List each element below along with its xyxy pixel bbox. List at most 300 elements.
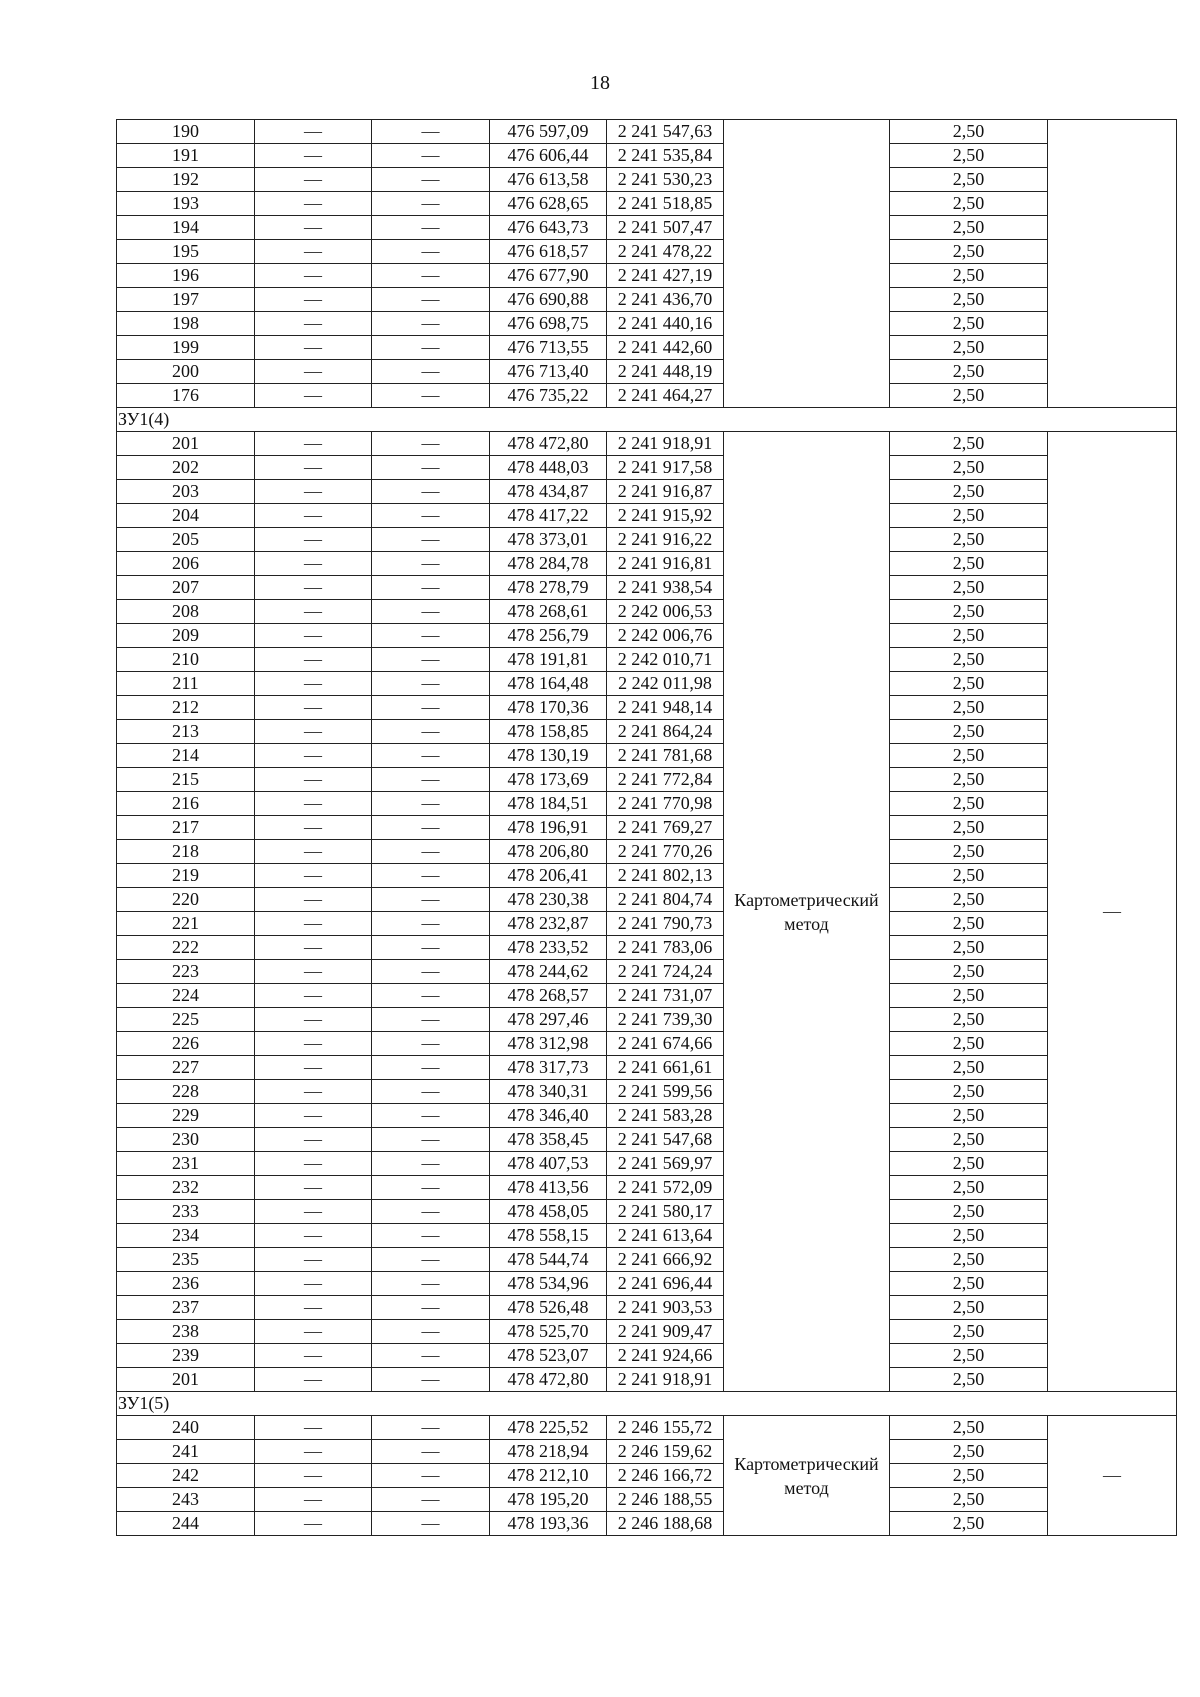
x-coordinate-cell: 478 193,36 [490, 1512, 607, 1536]
point-number-cell: 222 [117, 936, 255, 960]
x-coordinate-cell: 478 230,38 [490, 888, 607, 912]
accuracy-cell: 2,50 [890, 384, 1048, 408]
table-row [117, 1128, 1177, 1152]
old-x-cell: — [255, 1224, 372, 1248]
old-y-cell: — [372, 144, 490, 168]
y-coordinate-cell: 2 241 915,92 [607, 504, 724, 528]
old-x-cell: — [255, 1128, 372, 1152]
old-x-cell: — [255, 888, 372, 912]
old-y-cell: — [372, 1176, 490, 1200]
table-row [117, 384, 1177, 408]
x-coordinate-cell: 478 297,46 [490, 1008, 607, 1032]
y-coordinate-cell: 2 241 948,14 [607, 696, 724, 720]
x-coordinate-cell: 478 158,85 [490, 720, 607, 744]
y-coordinate-cell: 2 241 666,92 [607, 1248, 724, 1272]
old-x-cell: — [255, 1344, 372, 1368]
accuracy-cell: 2,50 [890, 1128, 1048, 1152]
table-row [117, 552, 1177, 576]
old-y-cell: — [372, 1512, 490, 1536]
accuracy-cell: 2,50 [890, 1416, 1048, 1440]
point-number-cell: 200 [117, 360, 255, 384]
old-y-cell: — [372, 1296, 490, 1320]
x-coordinate-cell: 476 690,88 [490, 288, 607, 312]
y-coordinate-cell: 2 241 772,84 [607, 768, 724, 792]
old-x-cell: — [255, 1152, 372, 1176]
x-coordinate-cell: 476 713,55 [490, 336, 607, 360]
accuracy-cell: 2,50 [890, 1176, 1048, 1200]
x-coordinate-cell: 478 173,69 [490, 768, 607, 792]
accuracy-cell: 2,50 [890, 768, 1048, 792]
old-y-cell: — [372, 1080, 490, 1104]
old-y-cell: — [372, 1248, 490, 1272]
x-coordinate-cell: 478 244,62 [490, 960, 607, 984]
accuracy-cell: 2,50 [890, 792, 1048, 816]
x-coordinate-cell: 478 232,87 [490, 912, 607, 936]
x-coordinate-cell: 476 643,73 [490, 216, 607, 240]
x-coordinate-cell: 478 413,56 [490, 1176, 607, 1200]
point-number-cell: 238 [117, 1320, 255, 1344]
old-y-cell: — [372, 1104, 490, 1128]
table-row [117, 864, 1177, 888]
old-x-cell: — [255, 432, 372, 456]
y-coordinate-cell: 2 241 917,58 [607, 456, 724, 480]
accuracy-cell: 2,50 [890, 1512, 1048, 1536]
old-x-cell: — [255, 696, 372, 720]
table-row [117, 768, 1177, 792]
point-number-cell: 197 [117, 288, 255, 312]
accuracy-cell: 2,50 [890, 552, 1048, 576]
x-coordinate-cell: 478 346,40 [490, 1104, 607, 1128]
point-number-cell: 212 [117, 696, 255, 720]
old-y-cell: — [372, 768, 490, 792]
x-coordinate-cell: 476 597,09 [490, 120, 607, 144]
y-coordinate-cell: 2 241 918,91 [607, 432, 724, 456]
old-x-cell: — [255, 600, 372, 624]
old-y-cell: — [372, 984, 490, 1008]
y-coordinate-cell: 2 241 781,68 [607, 744, 724, 768]
old-y-cell: — [372, 1488, 490, 1512]
old-x-cell: — [255, 456, 372, 480]
old-x-cell: — [255, 1296, 372, 1320]
old-y-cell: — [372, 1464, 490, 1488]
old-y-cell: — [372, 528, 490, 552]
point-number-cell: 236 [117, 1272, 255, 1296]
accuracy-cell: 2,50 [890, 1200, 1048, 1224]
x-coordinate-cell: 478 340,31 [490, 1080, 607, 1104]
y-coordinate-cell: 2 241 770,26 [607, 840, 724, 864]
old-x-cell: — [255, 192, 372, 216]
old-y-cell: — [372, 648, 490, 672]
x-coordinate-cell: 478 526,48 [490, 1296, 607, 1320]
point-number-cell: 194 [117, 216, 255, 240]
y-coordinate-cell: 2 241 804,74 [607, 888, 724, 912]
table-row [117, 624, 1177, 648]
x-coordinate-cell: 478 544,74 [490, 1248, 607, 1272]
table-row [117, 1296, 1177, 1320]
old-y-cell: — [372, 264, 490, 288]
table-row [117, 648, 1177, 672]
old-x-cell: — [255, 1464, 372, 1488]
point-number-cell: 190 [117, 120, 255, 144]
point-number-cell: 214 [117, 744, 255, 768]
old-y-cell: — [372, 672, 490, 696]
point-number-cell: 240 [117, 1416, 255, 1440]
point-number-cell: 229 [117, 1104, 255, 1128]
old-y-cell: — [372, 1200, 490, 1224]
old-y-cell: — [372, 336, 490, 360]
old-y-cell: — [372, 1032, 490, 1056]
table-row [117, 744, 1177, 768]
x-coordinate-cell: 478 195,20 [490, 1488, 607, 1512]
x-coordinate-cell: 478 233,52 [490, 936, 607, 960]
point-number-cell: 225 [117, 1008, 255, 1032]
x-coordinate-cell: 476 735,22 [490, 384, 607, 408]
old-y-cell: — [372, 864, 490, 888]
x-coordinate-cell: 478 268,61 [490, 600, 607, 624]
old-y-cell: — [372, 840, 490, 864]
accuracy-cell: 2,50 [890, 744, 1048, 768]
accuracy-cell: 2,50 [890, 1032, 1048, 1056]
x-coordinate-cell: 476 628,65 [490, 192, 607, 216]
old-x-cell: — [255, 480, 372, 504]
y-coordinate-cell: 2 242 011,98 [607, 672, 724, 696]
x-coordinate-cell: 478 417,22 [490, 504, 607, 528]
coordinates-table [116, 119, 1177, 1536]
old-x-cell: — [255, 288, 372, 312]
point-number-cell: 228 [117, 1080, 255, 1104]
table-row [117, 936, 1177, 960]
old-x-cell: — [255, 264, 372, 288]
coordinates-table-body [117, 120, 1177, 1536]
accuracy-cell: 2,50 [890, 1008, 1048, 1032]
accuracy-cell: 2,50 [890, 336, 1048, 360]
old-y-cell: — [372, 1272, 490, 1296]
old-x-cell: — [255, 720, 372, 744]
accuracy-cell: 2,50 [890, 1368, 1048, 1392]
y-coordinate-cell: 2 241 770,98 [607, 792, 724, 816]
point-number-cell: 199 [117, 336, 255, 360]
old-x-cell: — [255, 360, 372, 384]
x-coordinate-cell: 476 698,75 [490, 312, 607, 336]
x-coordinate-cell: 478 558,15 [490, 1224, 607, 1248]
x-coordinate-cell: 476 613,58 [490, 168, 607, 192]
y-coordinate-cell: 2 241 769,27 [607, 816, 724, 840]
table-row [117, 696, 1177, 720]
y-coordinate-cell: 2 246 155,72 [607, 1416, 724, 1440]
table-row [117, 1440, 1177, 1464]
old-x-cell: — [255, 1272, 372, 1296]
accuracy-cell: 2,50 [890, 984, 1048, 1008]
accuracy-cell: 2,50 [890, 480, 1048, 504]
old-y-cell: — [372, 552, 490, 576]
y-coordinate-cell: 2 241 790,73 [607, 912, 724, 936]
y-coordinate-cell: 2 246 188,55 [607, 1488, 724, 1512]
accuracy-cell: 2,50 [890, 1224, 1048, 1248]
old-x-cell: — [255, 816, 372, 840]
accuracy-cell: 2,50 [890, 120, 1048, 144]
table-row [117, 792, 1177, 816]
table-row [117, 984, 1177, 1008]
old-y-cell: — [372, 288, 490, 312]
table-row [117, 288, 1177, 312]
old-x-cell: — [255, 144, 372, 168]
method-cell [724, 120, 890, 408]
old-y-cell: — [372, 1416, 490, 1440]
point-number-cell: 223 [117, 960, 255, 984]
y-coordinate-cell: 2 241 583,28 [607, 1104, 724, 1128]
old-y-cell: — [372, 120, 490, 144]
table-row [117, 1320, 1177, 1344]
y-coordinate-cell: 2 241 440,16 [607, 312, 724, 336]
accuracy-cell: 2,50 [890, 1080, 1048, 1104]
table-row [117, 1152, 1177, 1176]
point-number-cell: 203 [117, 480, 255, 504]
y-coordinate-cell: 2 241 507,47 [607, 216, 724, 240]
table-row [117, 1464, 1177, 1488]
x-coordinate-cell: 478 312,98 [490, 1032, 607, 1056]
y-coordinate-cell: 2 241 674,66 [607, 1032, 724, 1056]
accuracy-cell: 2,50 [890, 696, 1048, 720]
x-coordinate-cell: 478 534,96 [490, 1272, 607, 1296]
y-coordinate-cell: 2 241 547,68 [607, 1128, 724, 1152]
accuracy-cell: 2,50 [890, 1296, 1048, 1320]
old-x-cell: — [255, 1488, 372, 1512]
x-coordinate-cell: 478 358,45 [490, 1128, 607, 1152]
y-coordinate-cell: 2 241 535,84 [607, 144, 724, 168]
y-coordinate-cell: 2 241 696,44 [607, 1272, 724, 1296]
table-row [117, 1512, 1177, 1536]
old-y-cell: — [372, 744, 490, 768]
accuracy-cell: 2,50 [890, 456, 1048, 480]
point-number-cell: 242 [117, 1464, 255, 1488]
y-coordinate-cell: 2 241 569,97 [607, 1152, 724, 1176]
old-x-cell: — [255, 1032, 372, 1056]
x-coordinate-cell: 478 472,80 [490, 1368, 607, 1392]
table-row [117, 336, 1177, 360]
old-x-cell: — [255, 336, 372, 360]
point-number-cell: 192 [117, 168, 255, 192]
y-coordinate-cell: 2 241 739,30 [607, 1008, 724, 1032]
old-x-cell: — [255, 1320, 372, 1344]
old-y-cell: — [372, 456, 490, 480]
point-number-cell: 224 [117, 984, 255, 1008]
page-number: 18 [590, 72, 610, 94]
old-x-cell: — [255, 1416, 372, 1440]
x-coordinate-cell: 478 191,81 [490, 648, 607, 672]
old-x-cell: — [255, 1008, 372, 1032]
y-coordinate-cell: 2 241 938,54 [607, 576, 724, 600]
old-x-cell: — [255, 1056, 372, 1080]
accuracy-cell: 2,50 [890, 1056, 1048, 1080]
old-y-cell: — [372, 192, 490, 216]
point-number-cell: 243 [117, 1488, 255, 1512]
accuracy-cell: 2,50 [890, 264, 1048, 288]
table-row [117, 192, 1177, 216]
section-label: ЗУ1(4) [117, 408, 1177, 432]
point-number-cell: 219 [117, 864, 255, 888]
x-coordinate-cell: 478 525,70 [490, 1320, 607, 1344]
y-coordinate-cell: 2 241 547,63 [607, 120, 724, 144]
old-y-cell: — [372, 480, 490, 504]
point-number-cell: 226 [117, 1032, 255, 1056]
accuracy-cell: 2,50 [890, 840, 1048, 864]
point-number-cell: 211 [117, 672, 255, 696]
table-row [117, 1056, 1177, 1080]
y-coordinate-cell: 2 241 464,27 [607, 384, 724, 408]
accuracy-cell: 2,50 [890, 960, 1048, 984]
table-row [117, 1080, 1177, 1104]
point-number-cell: 209 [117, 624, 255, 648]
x-coordinate-cell: 478 130,19 [490, 744, 607, 768]
old-y-cell: — [372, 360, 490, 384]
old-x-cell: — [255, 792, 372, 816]
accuracy-cell: 2,50 [890, 312, 1048, 336]
y-coordinate-cell: 2 241 903,53 [607, 1296, 724, 1320]
x-coordinate-cell: 478 448,03 [490, 456, 607, 480]
old-x-cell: — [255, 120, 372, 144]
old-x-cell: — [255, 864, 372, 888]
accuracy-cell: 2,50 [890, 912, 1048, 936]
accuracy-cell: 2,50 [890, 1440, 1048, 1464]
y-coordinate-cell: 2 241 427,19 [607, 264, 724, 288]
table-row [117, 456, 1177, 480]
point-number-cell: 217 [117, 816, 255, 840]
old-y-cell: — [372, 888, 490, 912]
accuracy-cell: 2,50 [890, 720, 1048, 744]
old-x-cell: — [255, 1176, 372, 1200]
x-coordinate-cell: 478 196,91 [490, 816, 607, 840]
point-number-cell: 210 [117, 648, 255, 672]
accuracy-cell: 2,50 [890, 1488, 1048, 1512]
accuracy-cell: 2,50 [890, 528, 1048, 552]
accuracy-cell: 2,50 [890, 936, 1048, 960]
section-label: ЗУ1(5) [117, 1392, 1177, 1416]
x-coordinate-cell: 478 170,36 [490, 696, 607, 720]
y-coordinate-cell: 2 241 783,06 [607, 936, 724, 960]
old-x-cell: — [255, 1512, 372, 1536]
old-x-cell: — [255, 744, 372, 768]
old-y-cell: — [372, 576, 490, 600]
point-number-cell: 201 [117, 1368, 255, 1392]
y-coordinate-cell: 2 241 916,87 [607, 480, 724, 504]
y-coordinate-cell: 2 241 924,66 [607, 1344, 724, 1368]
point-number-cell: 215 [117, 768, 255, 792]
accuracy-cell: 2,50 [890, 864, 1048, 888]
old-y-cell: — [372, 936, 490, 960]
table-row [117, 1008, 1177, 1032]
section-header-row [117, 408, 1177, 432]
point-number-cell: 198 [117, 312, 255, 336]
table-row [117, 144, 1177, 168]
old-y-cell: — [372, 504, 490, 528]
accuracy-cell: 2,50 [890, 600, 1048, 624]
point-number-cell: 233 [117, 1200, 255, 1224]
x-coordinate-cell: 478 164,48 [490, 672, 607, 696]
table-row [117, 504, 1177, 528]
accuracy-cell: 2,50 [890, 216, 1048, 240]
old-y-cell: — [372, 960, 490, 984]
accuracy-cell: 2,50 [890, 888, 1048, 912]
table-row [117, 840, 1177, 864]
accuracy-cell: 2,50 [890, 1464, 1048, 1488]
old-x-cell: — [255, 552, 372, 576]
table-row [117, 216, 1177, 240]
old-x-cell: — [255, 1200, 372, 1224]
point-number-cell: 227 [117, 1056, 255, 1080]
table-row [117, 1272, 1177, 1296]
y-coordinate-cell: 2 241 530,23 [607, 168, 724, 192]
y-coordinate-cell: 2 241 731,07 [607, 984, 724, 1008]
x-coordinate-cell: 478 523,07 [490, 1344, 607, 1368]
x-coordinate-cell: 478 256,79 [490, 624, 607, 648]
accuracy-cell: 2,50 [890, 144, 1048, 168]
y-coordinate-cell: 2 241 724,24 [607, 960, 724, 984]
point-number-cell: 234 [117, 1224, 255, 1248]
old-y-cell: — [372, 1368, 490, 1392]
point-number-cell: 206 [117, 552, 255, 576]
old-y-cell: — [372, 816, 490, 840]
y-coordinate-cell: 2 246 159,62 [607, 1440, 724, 1464]
y-coordinate-cell: 2 241 613,64 [607, 1224, 724, 1248]
old-y-cell: — [372, 912, 490, 936]
y-coordinate-cell: 2 241 661,61 [607, 1056, 724, 1080]
x-coordinate-cell: 478 407,53 [490, 1152, 607, 1176]
point-number-cell: 191 [117, 144, 255, 168]
table-row [117, 1344, 1177, 1368]
old-x-cell: — [255, 840, 372, 864]
x-coordinate-cell: 478 434,87 [490, 480, 607, 504]
old-y-cell: — [372, 312, 490, 336]
accuracy-cell: 2,50 [890, 576, 1048, 600]
old-x-cell: — [255, 504, 372, 528]
y-coordinate-cell: 2 242 010,71 [607, 648, 724, 672]
extra-cell: — [1048, 1416, 1177, 1536]
old-x-cell: — [255, 1368, 372, 1392]
y-coordinate-cell: 2 241 916,22 [607, 528, 724, 552]
y-coordinate-cell: 2 241 448,19 [607, 360, 724, 384]
accuracy-cell: 2,50 [890, 432, 1048, 456]
x-coordinate-cell: 478 218,94 [490, 1440, 607, 1464]
table-row [117, 1032, 1177, 1056]
point-number-cell: 204 [117, 504, 255, 528]
point-number-cell: 196 [117, 264, 255, 288]
y-coordinate-cell: 2 241 518,85 [607, 192, 724, 216]
point-number-cell: 237 [117, 1296, 255, 1320]
y-coordinate-cell: 2 242 006,53 [607, 600, 724, 624]
point-number-cell: 220 [117, 888, 255, 912]
point-number-cell: 193 [117, 192, 255, 216]
old-x-cell: — [255, 168, 372, 192]
x-coordinate-cell: 478 317,73 [490, 1056, 607, 1080]
y-coordinate-cell: 2 241 918,91 [607, 1368, 724, 1392]
old-x-cell: — [255, 672, 372, 696]
y-coordinate-cell: 2 241 442,60 [607, 336, 724, 360]
y-coordinate-cell: 2 241 864,24 [607, 720, 724, 744]
table-row [117, 1248, 1177, 1272]
accuracy-cell: 2,50 [890, 360, 1048, 384]
point-number-cell: 208 [117, 600, 255, 624]
table-row [117, 720, 1177, 744]
old-x-cell: — [255, 936, 372, 960]
old-x-cell: — [255, 960, 372, 984]
x-coordinate-cell: 478 472,80 [490, 432, 607, 456]
y-coordinate-cell: 2 246 188,68 [607, 1512, 724, 1536]
table-row [117, 360, 1177, 384]
x-coordinate-cell: 478 212,10 [490, 1464, 607, 1488]
x-coordinate-cell: 478 225,52 [490, 1416, 607, 1440]
point-number-cell: 205 [117, 528, 255, 552]
y-coordinate-cell: 2 241 572,09 [607, 1176, 724, 1200]
